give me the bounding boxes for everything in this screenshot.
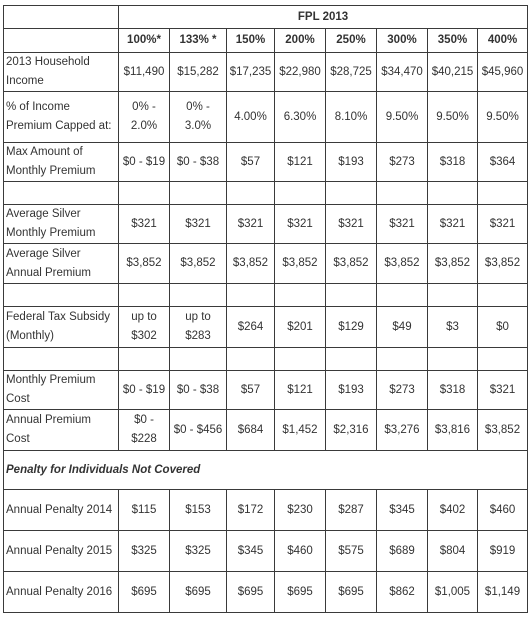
data-cell: $695 (170, 572, 227, 613)
data-cell: $318 (428, 371, 478, 410)
data-cell: $321 (428, 205, 478, 244)
data-cell: $321 (377, 205, 428, 244)
row-label: Federal Tax Subsidy (Monthly) (4, 307, 119, 348)
table-row (4, 371, 528, 410)
corner-cell (4, 6, 119, 29)
data-cell: $49 (377, 307, 428, 348)
data-cell: $325 (119, 531, 170, 572)
data-cell: 0% - 2.0% (119, 92, 170, 143)
fpl-title: FPL 2013 (119, 6, 528, 29)
row-label: Annual Penalty 2016 (4, 572, 119, 613)
empty-cell (275, 182, 326, 205)
data-cell: up to $302 (119, 307, 170, 348)
data-cell: $321 (170, 205, 227, 244)
data-cell: $345 (227, 531, 275, 572)
data-cell: $15,282 (170, 53, 227, 92)
row-label: % of Income Premium Capped at: (4, 92, 119, 143)
data-cell: $345 (377, 490, 428, 531)
data-cell: $40,215 (428, 53, 478, 92)
data-cell: $0 (478, 307, 528, 348)
data-cell: $804 (428, 531, 478, 572)
data-cell: $3,852 (119, 244, 170, 284)
data-cell: $0 - $228 (119, 410, 170, 451)
empty-cell (227, 348, 275, 371)
data-cell: $22,980 (275, 53, 326, 92)
data-cell: $321 (227, 205, 275, 244)
data-cell: $1,452 (275, 410, 326, 451)
data-cell: $57 (227, 371, 275, 410)
data-cell: $321 (275, 205, 326, 244)
table-row (4, 244, 528, 284)
empty-cell (170, 348, 227, 371)
data-cell: $129 (326, 307, 377, 348)
column-header: 150% (227, 29, 275, 53)
data-cell: 4.00% (227, 92, 275, 143)
penalty-heading-row (4, 451, 528, 490)
data-cell: $1,005 (428, 572, 478, 613)
row-label: Annual Penalty 2015 (4, 531, 119, 572)
data-cell: $3,852 (326, 244, 377, 284)
empty-cell (227, 182, 275, 205)
table-row (4, 92, 528, 143)
data-cell: $3,852 (428, 244, 478, 284)
data-cell: 6.30% (275, 92, 326, 143)
data-cell: 8.10% (326, 92, 377, 143)
data-cell: $34,470 (377, 53, 428, 92)
data-cell: $57 (227, 143, 275, 182)
column-header: 350% (428, 29, 478, 53)
data-cell: $3,852 (478, 410, 528, 451)
data-cell: $364 (478, 143, 528, 182)
column-header: 400% (478, 29, 528, 53)
empty-cell (428, 284, 478, 307)
data-cell: $0 - $38 (170, 371, 227, 410)
column-header: 100%* (119, 29, 170, 53)
data-cell: $273 (377, 143, 428, 182)
title-row (4, 6, 528, 29)
data-cell: $321 (478, 371, 528, 410)
data-cell: $193 (326, 371, 377, 410)
row-label: Max Amount of Monthly Premium (4, 143, 119, 182)
data-cell: up to $283 (170, 307, 227, 348)
data-cell: $1,149 (478, 572, 528, 613)
penalty-heading: Penalty for Individuals Not Covered (4, 451, 528, 490)
data-cell: $3,852 (377, 244, 428, 284)
empty-cell (119, 284, 170, 307)
column-header-row (4, 29, 528, 53)
data-cell: $3,276 (377, 410, 428, 451)
data-cell: $264 (227, 307, 275, 348)
empty-cell (275, 284, 326, 307)
data-cell: $3,852 (275, 244, 326, 284)
empty-cell (478, 348, 528, 371)
empty-cell (170, 182, 227, 205)
data-cell: 9.50% (428, 92, 478, 143)
data-cell: $172 (227, 490, 275, 531)
data-cell: $919 (478, 531, 528, 572)
data-cell: $3,852 (478, 244, 528, 284)
row-label: Annual Premium Cost (4, 410, 119, 451)
data-cell: $695 (227, 572, 275, 613)
data-cell: 0% - 3.0% (170, 92, 227, 143)
data-cell: $3,816 (428, 410, 478, 451)
table-row (4, 205, 528, 244)
data-cell: $3,852 (227, 244, 275, 284)
data-cell: $862 (377, 572, 428, 613)
data-cell: $695 (326, 572, 377, 613)
data-cell: $201 (275, 307, 326, 348)
empty-cell (478, 284, 528, 307)
data-cell: $17,235 (227, 53, 275, 92)
empty-cell (428, 348, 478, 371)
row-label: 2013 Household Income (4, 53, 119, 92)
empty-cell (4, 182, 119, 205)
row-label: Annual Penalty 2014 (4, 490, 119, 531)
data-cell: $193 (326, 143, 377, 182)
data-cell: 9.50% (478, 92, 528, 143)
data-cell: $689 (377, 531, 428, 572)
empty-cell (377, 284, 428, 307)
data-cell: $3 (428, 307, 478, 348)
data-cell: $153 (170, 490, 227, 531)
data-cell: $11,490 (119, 53, 170, 92)
data-cell: $402 (428, 490, 478, 531)
data-cell: $0 - $19 (119, 143, 170, 182)
empty-cell (377, 348, 428, 371)
empty-cell (227, 284, 275, 307)
data-cell: $28,725 (326, 53, 377, 92)
data-cell: $684 (227, 410, 275, 451)
table-row (4, 572, 528, 613)
fpl-table (3, 5, 528, 613)
empty-cell (4, 348, 119, 371)
table-row (4, 490, 528, 531)
row-label: Average Silver Annual Premium (4, 244, 119, 284)
empty-cell (326, 182, 377, 205)
empty-cell (275, 348, 326, 371)
data-cell: $2,316 (326, 410, 377, 451)
data-cell: $325 (170, 531, 227, 572)
data-cell: $45,960 (478, 53, 528, 92)
empty-cell (478, 182, 528, 205)
data-cell: $121 (275, 371, 326, 410)
table-row (4, 143, 528, 182)
spacer-row (4, 284, 528, 307)
data-cell: $273 (377, 371, 428, 410)
empty-cell (119, 348, 170, 371)
data-cell: $321 (326, 205, 377, 244)
table-row (4, 53, 528, 92)
empty-cell (326, 284, 377, 307)
empty-cell (377, 182, 428, 205)
spacer-row (4, 348, 528, 371)
data-cell: $695 (275, 572, 326, 613)
row-label: Monthly Premium Cost (4, 371, 119, 410)
data-cell: $460 (478, 490, 528, 531)
column-header: 250% (326, 29, 377, 53)
data-cell: $695 (119, 572, 170, 613)
data-cell: $287 (326, 490, 377, 531)
data-cell: $3,852 (170, 244, 227, 284)
data-cell: $230 (275, 490, 326, 531)
column-header: 300% (377, 29, 428, 53)
empty-cell (4, 284, 119, 307)
data-cell: $318 (428, 143, 478, 182)
data-cell: 9.50% (377, 92, 428, 143)
corner-cell (4, 29, 119, 53)
data-cell: $321 (119, 205, 170, 244)
spacer-row (4, 182, 528, 205)
data-cell: $115 (119, 490, 170, 531)
data-cell: $321 (478, 205, 528, 244)
data-cell: $121 (275, 143, 326, 182)
data-cell: $0 - $19 (119, 371, 170, 410)
table-row (4, 410, 528, 451)
table-row (4, 531, 528, 572)
empty-cell (119, 182, 170, 205)
empty-cell (170, 284, 227, 307)
data-cell: $0 - $456 (170, 410, 227, 451)
empty-cell (326, 348, 377, 371)
row-label: Average Silver Monthly Premium (4, 205, 119, 244)
data-cell: $0 - $38 (170, 143, 227, 182)
data-cell: $575 (326, 531, 377, 572)
column-header: 200% (275, 29, 326, 53)
data-cell: $460 (275, 531, 326, 572)
table-row (4, 307, 528, 348)
column-header: 133% * (170, 29, 227, 53)
empty-cell (428, 182, 478, 205)
